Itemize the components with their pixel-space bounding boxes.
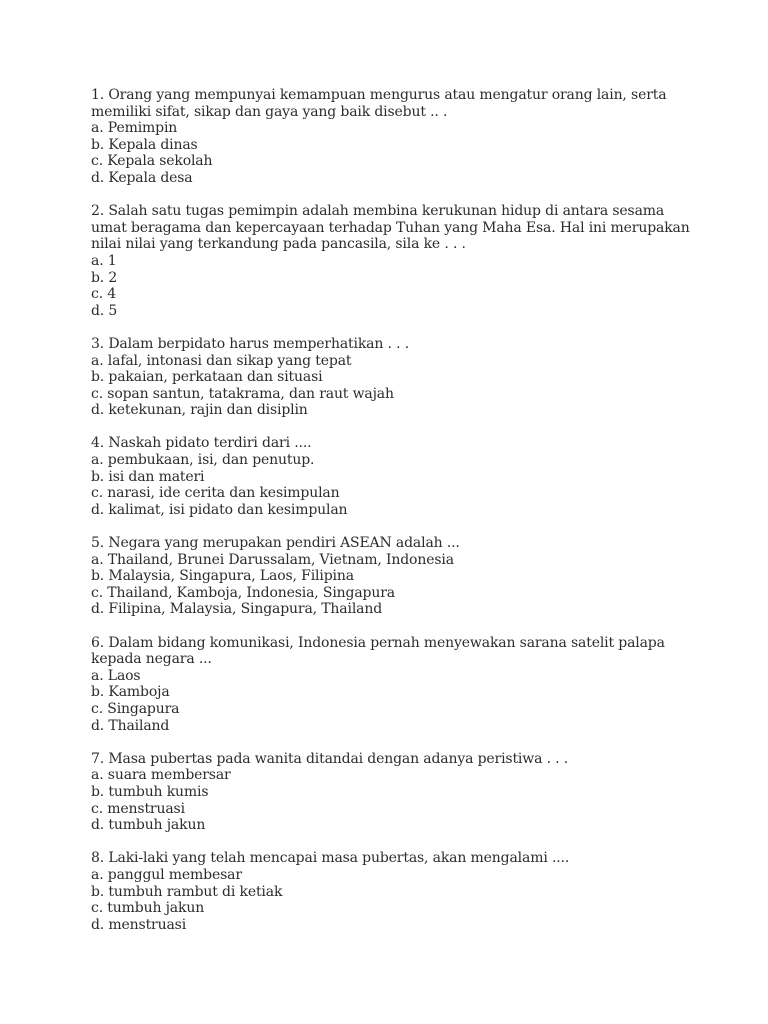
question-stem: 5. Negara yang merupakan pendiri ASEAN adalah ... (91, 535, 460, 552)
option-d: d. ketekunan, rajin dan disiplin (91, 402, 308, 419)
option-b: b. Malaysia, Singapura, Laos, Filipina (91, 568, 354, 585)
option-a: a. Laos (91, 667, 141, 684)
option-c: c. 4 (91, 286, 117, 303)
option-a: a. Thailand, Brunei Darussalam, Vietnam, Indonesia (91, 551, 454, 568)
option-a: a. 1 (91, 252, 117, 269)
option-c: c. Singapura (91, 700, 180, 717)
option-b: b. pakaian, perkataan dan situasi (91, 369, 323, 386)
question-stem: 1. Orang yang mempunyai kemampuan mengurus atau mengatur orang lain, serta memiliki sifat, sikap dan gaya yang baik disebut .. . (91, 87, 667, 120)
option-a: a. suara membersar (91, 767, 231, 784)
option-d: d. Kepala desa (91, 169, 193, 186)
question-2 (91, 203, 691, 319)
option-b: b. Kepala dinas (91, 136, 198, 153)
document-page (91, 87, 691, 933)
option-c: c. Thailand, Kamboja, Indonesia, Singapura (91, 584, 395, 601)
question-stem: 7. Masa pubertas pada wanita ditandai dengan adanya peristiwa . . . (91, 750, 569, 767)
option-b: b. isi dan materi (91, 468, 205, 485)
option-d: d. tumbuh jakun (91, 817, 206, 834)
option-c: c. narasi, ide cerita dan kesimpulan (91, 485, 340, 502)
question-6 (91, 635, 691, 735)
question-stem: 2. Salah satu tugas pemimpin adalah membina kerukunan hidup di antara sesama umat beragama dan kepercayaan terhadap Tuhan yang Maha Esa. Hal ini merupakan nilai nilai yang terkandung pada pancasila, sila ke . . . (91, 203, 690, 253)
option-a: a. pembukaan, isi, dan penutup. (91, 452, 315, 469)
question-stem: 8. Laki-laki yang telah mencapai masa pubertas, akan mengalami .... (91, 850, 570, 867)
question-7 (91, 751, 691, 834)
question-8 (91, 850, 691, 933)
option-c: c. sopan santun, tatakrama, dan raut wajah (91, 385, 394, 402)
question-1 (91, 87, 691, 187)
option-b: b. tumbuh rambut di ketiak (91, 883, 283, 900)
option-a: a. lafal, intonasi dan sikap yang tepat (91, 352, 352, 369)
option-a: a. Pemimpin (91, 120, 178, 137)
option-d: d. Thailand (91, 717, 170, 734)
question-3 (91, 336, 691, 419)
option-d: d. 5 (91, 302, 118, 319)
option-b: b. 2 (91, 269, 118, 286)
question-5 (91, 535, 691, 618)
question-stem: 4. Naskah pidato terdiri dari .... (91, 435, 312, 452)
option-a: a. panggul membesar (91, 866, 242, 883)
option-c: c. Kepala sekolah (91, 153, 213, 170)
option-b: b. Kamboja (91, 684, 170, 701)
option-b: b. tumbuh kumis (91, 783, 209, 800)
question-stem: 6. Dalam bidang komunikasi, Indonesia pernah menyewakan sarana satelit palapa kepada negara ... (91, 634, 665, 668)
option-d: d. Filipina, Malaysia, Singapura, Thailand (91, 601, 383, 618)
question-stem: 3. Dalam berpidato harus memperhatikan . . . (91, 335, 410, 352)
option-d: d. kalimat, isi pidato dan kesimpulan (91, 501, 348, 518)
option-c: c. menstruasi (91, 800, 185, 817)
option-c: c. tumbuh jakun (91, 900, 205, 917)
option-d: d. menstruasi (91, 916, 187, 933)
question-4 (91, 435, 691, 518)
